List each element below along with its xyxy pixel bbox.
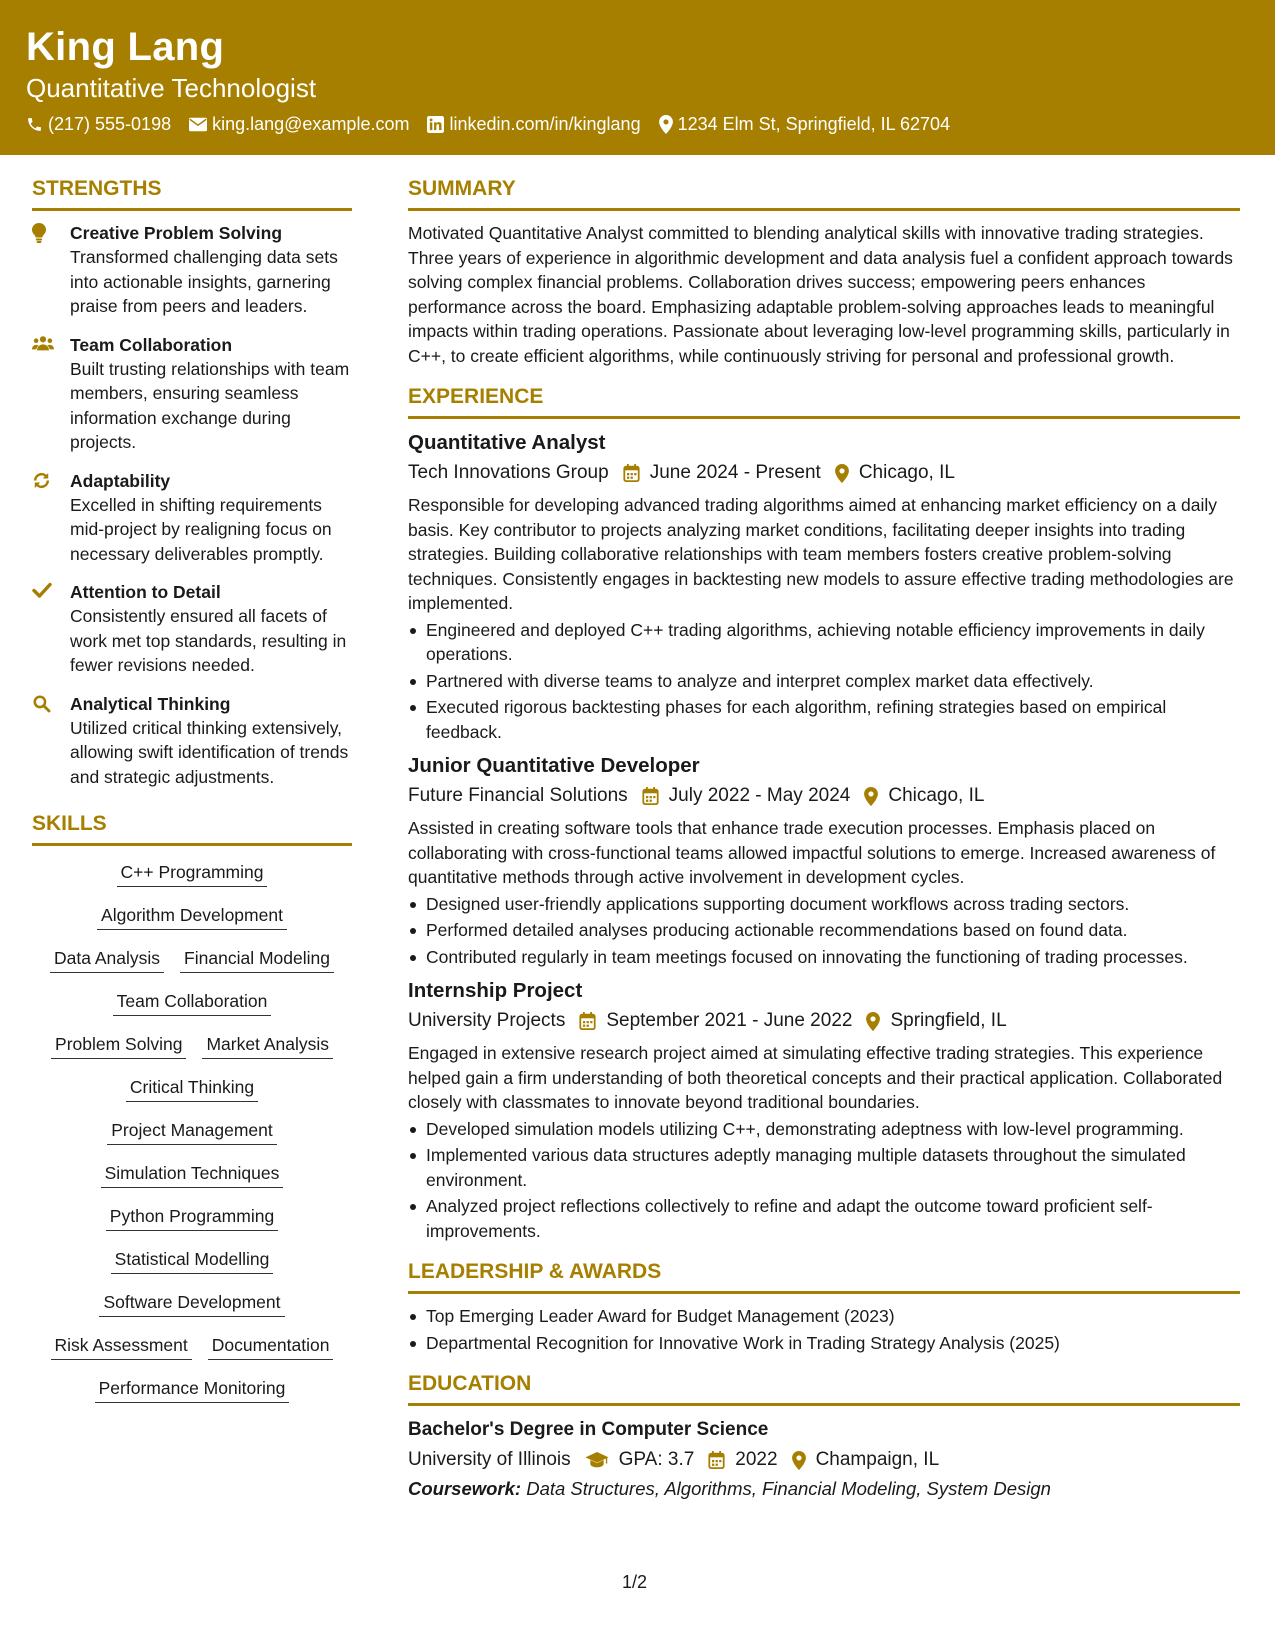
contact-email	[189, 114, 409, 135]
awards-heading: LEADERSHIP & AWARDS	[408, 1259, 1240, 1294]
job-company: Tech Innovations Group	[408, 462, 609, 483]
awards-list	[408, 1304, 1240, 1355]
candidate-title: Quantitative Technologist	[26, 73, 317, 103]
map-pin-icon	[792, 1451, 806, 1470]
job-dates: July 2022 - May 2024	[668, 785, 851, 806]
envelope-icon	[189, 117, 207, 132]
calendar-icon	[708, 1451, 725, 1469]
candidate-name: King Lang	[26, 25, 225, 69]
bullet-item: Engineered and deployed C++ trading algorithms, achieving notable efficiency improvements in daily operations.	[408, 618, 1240, 667]
search-icon	[32, 694, 51, 713]
job-entry	[408, 429, 1240, 744]
lightbulb-icon	[32, 223, 46, 243]
contact-address	[659, 114, 951, 135]
job-dates: June 2024 - Present	[649, 462, 821, 483]
job-entry	[408, 752, 1240, 969]
check-icon	[32, 582, 52, 598]
job-company: Future Financial Solutions	[408, 785, 628, 806]
strength-description: Built trusting relationships with team members, ensuring seamless information exchange during projects.	[70, 358, 350, 452]
phone-icon	[26, 116, 43, 133]
bullet-item: Designed user-friendly applications supporting document workflows across trading sectors.	[408, 892, 1240, 917]
strength-item	[32, 692, 352, 790]
skill-tag: Documentation	[208, 1333, 334, 1360]
skill-tag: Python Programming	[106, 1204, 278, 1231]
job-dates: September 2021 - June 2022	[606, 1010, 853, 1031]
strength-title: Analytical Thinking	[70, 693, 231, 714]
job-description: Assisted in creating software tools that enhance trade execution processes. Emphasis placed on collaborating with cross-functional teams allowed impactful solutions to emerge. Increased awareness of quantitative methods through active involvement in development cycles.	[408, 818, 1216, 887]
skill-tag: Market Analysis	[202, 1032, 333, 1059]
graduation-cap-icon	[585, 1452, 609, 1468]
skill-tag: Financial Modeling	[180, 946, 334, 973]
strength-description: Consistently ensured all facets of work met top standards, resulting in fewer revisions needed.	[70, 606, 347, 675]
job-role: Quantitative Analyst	[408, 431, 606, 454]
contact-bar	[26, 114, 1249, 135]
edu-meta	[408, 1446, 1240, 1474]
calendar-icon	[579, 1012, 596, 1030]
summary-text: Motivated Quantitative Analyst committed to blending analytical skills with innovative trading strategies. Three years of experience in algorithmic development and data analysis fuel a confident approach towards solving complex financial problems. Collaboration drives success; empowering peers enhances performance across the board. Emphasizing adaptable problem-solving approaches leads to meaningful impacts within trading operations. Passionate about leveraging low-level programming skills, particularly in C++, to create efficient algorithms, while continuously striving for personal and professional growth.	[408, 223, 1233, 366]
strength-title: Adaptability	[70, 470, 171, 491]
resume-header	[0, 0, 1275, 155]
map-pin-icon	[864, 787, 878, 806]
skill-tag: Data Analysis	[50, 946, 164, 973]
bullet-item: Developed simulation models utilizing C++, demonstrating adeptness with low-level programming.	[408, 1117, 1240, 1142]
strength-title: Team Collaboration	[70, 334, 233, 355]
skills-list	[32, 860, 352, 1419]
award-item: Departmental Recognition for Innovative Work in Trading Strategy Analysis (2025)	[408, 1331, 1240, 1356]
strength-item	[32, 221, 352, 319]
skill-tag: Statistical Modelling	[111, 1247, 274, 1274]
strength-description: Utilized critical thinking extensively, allowing swift identification of trends and strategic adjustments.	[70, 717, 349, 787]
linkedin-icon	[427, 116, 444, 133]
experience-heading: EXPERIENCE	[408, 384, 1240, 419]
skill-tag: Simulation Techniques	[101, 1161, 284, 1188]
users-icon	[32, 335, 54, 351]
map-pin-icon	[659, 115, 673, 134]
edu-gpa: GPA: 3.7	[618, 1449, 695, 1470]
job-meta	[408, 782, 1240, 810]
map-pin-icon	[835, 464, 849, 483]
address-text: 1234 Elm St, Springfield, IL 62704	[677, 114, 951, 134]
bullet-item: Performed detailed analyses producing actionable recommendations based on found data.	[408, 918, 1240, 943]
contact-linkedin	[427, 114, 640, 135]
strength-item	[32, 580, 352, 678]
job-meta	[408, 459, 1240, 487]
job-location: Springfield, IL	[890, 1010, 1007, 1031]
job-bullets	[408, 1117, 1240, 1244]
skill-tag: Software Development	[99, 1290, 284, 1317]
strength-title: Attention to Detail	[70, 582, 221, 602]
strength-title: Creative Problem Solving	[70, 223, 283, 243]
calendar-icon	[642, 787, 659, 805]
strengths-heading: STRENGTHS	[32, 176, 352, 211]
bullet-item: Executed rigorous backtesting phases for each algorithm, refining strategies based on empirical feedback.	[408, 695, 1240, 744]
skill-tag: Critical Thinking	[126, 1075, 258, 1102]
skill-tag: Risk Assessment	[51, 1333, 192, 1360]
summary-heading: SUMMARY	[408, 176, 1240, 211]
refresh-icon	[32, 471, 51, 490]
calendar-icon	[623, 464, 640, 482]
job-role: Junior Quantitative Developer	[408, 754, 700, 777]
email-link[interactable]: king.lang@example.com	[212, 114, 410, 134]
skill-tag: Team Collaboration	[113, 989, 272, 1016]
skill-tag: Algorithm Development	[97, 903, 287, 930]
linkedin-link[interactable]: linkedin.com/in/kinglang	[449, 114, 641, 134]
skill-tag: Problem Solving	[51, 1032, 186, 1059]
job-bullets	[408, 892, 1240, 970]
bullet-item: Partnered with diverse teams to analyze and interpret complex market data effectively.	[408, 669, 1240, 694]
strength-item	[32, 469, 352, 567]
job-bullets	[408, 618, 1240, 745]
edu-year: 2022	[735, 1449, 778, 1470]
edu-location: Champaign, IL	[815, 1449, 940, 1470]
edu-school: University of Illinois	[408, 1449, 571, 1470]
coursework-text: Data Structures, Algorithms, Financial Modeling, System Design	[526, 1478, 1051, 1499]
job-description: Engaged in extensive research project aimed at simulating effective trading strategies. This experience helped gain a firm understanding of both theoretical concepts and their practical application. Collaborated closely with classmates to innovate beyond traditional boundaries.	[408, 1043, 1223, 1112]
education-heading: EDUCATION	[408, 1371, 1240, 1406]
job-meta	[408, 1007, 1240, 1035]
phone-text[interactable]: (217) 555-0198	[48, 114, 172, 134]
job-description: Responsible for developing advanced trading algorithms aimed at enhancing market efficiency on a daily basis. Key contributor to projects analyzing market conditions, facilitating deeper insights into trading strategies. Building collaborative relationships with team members fosters creative problem-solving techniques. Consistently engages in backtesting new models to assure effective trading methodologies are implemented.	[408, 495, 1234, 613]
contact-phone	[26, 114, 171, 135]
strength-description: Excelled in shifting requirements mid-project by realigning focus on necessary deliverables promptly.	[70, 494, 332, 564]
skill-tag: Project Management	[107, 1118, 276, 1145]
skills-heading: SKILLS	[32, 811, 352, 846]
skill-tag: C++ Programming	[117, 860, 268, 887]
skill-tag: Performance Monitoring	[95, 1376, 290, 1403]
strength-item	[32, 333, 352, 455]
job-location: Chicago, IL	[888, 785, 985, 806]
edu-degree: Bachelor's Degree in Computer Science	[408, 1419, 769, 1440]
bullet-item: Contributed regularly in team meetings focused on innovating the functioning of trading processes.	[408, 945, 1240, 970]
bullet-item: Implemented various data structures adeptly managing multiple datasets throughout the simulated environment.	[408, 1143, 1240, 1192]
job-company: University Projects	[408, 1010, 566, 1031]
page-number: 1/2	[622, 1572, 648, 1592]
job-entry	[408, 977, 1240, 1243]
left-column	[32, 176, 352, 1419]
award-item: Top Emerging Leader Award for Budget Management (2023)	[408, 1304, 1240, 1329]
right-column	[408, 176, 1240, 1502]
edu-coursework	[408, 1476, 1240, 1502]
map-pin-icon	[866, 1012, 880, 1031]
coursework-label: Coursework:	[408, 1478, 522, 1499]
bullet-item: Analyzed project reflections collectively to refine and adapt the outcome toward proficient self-improvements.	[408, 1194, 1240, 1243]
job-location: Chicago, IL	[858, 462, 955, 483]
strength-description: Transformed challenging data sets into actionable insights, garnering praise from peers and leaders.	[70, 247, 338, 316]
job-role: Internship Project	[408, 979, 583, 1002]
